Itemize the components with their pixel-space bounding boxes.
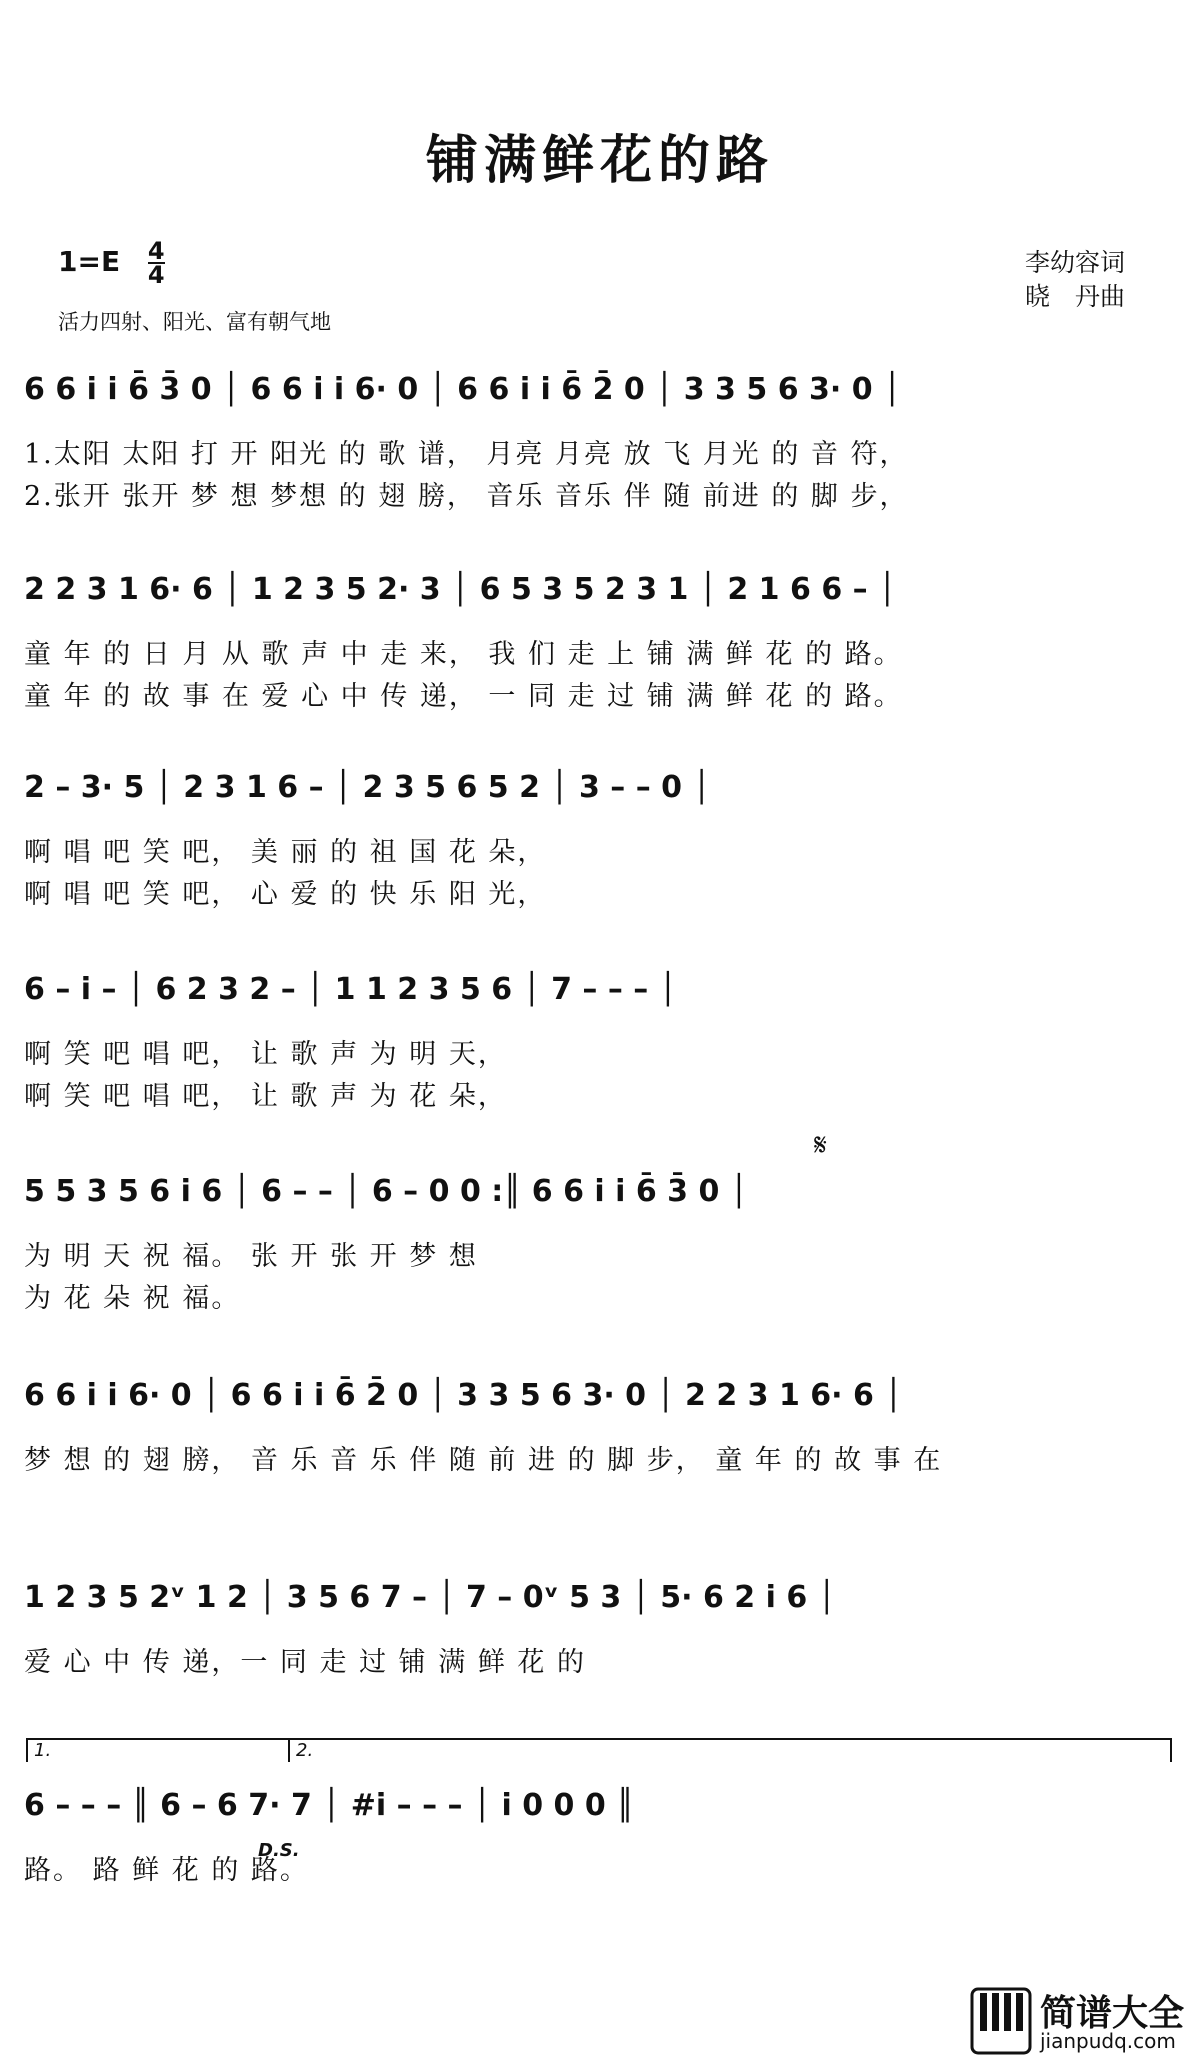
system-row-5 xyxy=(24,1174,1184,1318)
notes-line: 6 6 i i 6· 0 │ 6 6 i i 6̄ 2̄ 0 │ 3 3 5 6 3· 0 │ 2 2 3 1 6· 6 │ xyxy=(24,1378,903,1413)
watermark-url: jianpudq.com xyxy=(1040,2029,1176,2053)
lyric-line-1: 童 年 的 日 月 从 歌 声 中 走 来， 我 们 走 上 铺 满 鲜 花 的 路。 xyxy=(24,639,903,670)
lyric-line-1: 梦 想 的 翅 膀， 音 乐 音 乐 伴 随 前 进 的 脚 步， 童 年 的 故 事 在 xyxy=(24,1445,943,1476)
notes-line: 5 5 3 5 6 i 6 │ 6 – – │ 6 – 0 0 :║ 6 6 i i 6̄ 3̄ 0 │ xyxy=(24,1174,748,1209)
lyric-line-2: 为 花 朵 祝 福。 xyxy=(24,1283,241,1314)
lyricist: 李幼容词 xyxy=(1025,248,1126,277)
key-text: 1=E xyxy=(58,245,121,278)
time-signature xyxy=(147,237,165,289)
lyric-line-2: 啊 唱 吧 笑 吧， 心 爱 的 快 乐 阳 光， xyxy=(24,879,547,910)
time-sig-top: 4 xyxy=(147,237,165,265)
watermark-brand: 简谱大全 xyxy=(1040,1993,1185,2034)
lyric-line-2: 啊 笑 吧 唱 吧， 让 歌 声 为 花 朵， xyxy=(24,1081,507,1112)
time-sig-bottom: 4 xyxy=(147,261,165,289)
lyric-line-1: 为 明 天 祝 福。 张 开 张 开 梦 想 xyxy=(24,1241,478,1272)
lyric-line-1: 爱 心 中 传 递，一 同 走 过 铺 满 鲜 花 的 xyxy=(24,1647,586,1678)
notes-line: 6 – i – │ 6 2 3 2 – │ 1 1 2 3 5 6 │ 7 – – – │ xyxy=(24,972,677,1007)
song-title: 铺满鲜花的路 xyxy=(425,130,774,191)
system-row-6 xyxy=(24,1378,1184,1480)
lyric-line-1: 路。 路 鲜 花 的 路。 xyxy=(24,1855,309,1886)
key-signature xyxy=(58,237,165,289)
system-row-7 xyxy=(24,1580,1184,1682)
lyric-line-1: 1.太阳 太阳 打 开 阳光 的 歌 谱， 月亮 月亮 放 飞 月光 的 音 符， xyxy=(24,439,909,470)
system-row-4 xyxy=(24,972,1184,1116)
segno-mark: 𝄋 xyxy=(814,1128,827,1163)
system-row-3 xyxy=(24,770,1184,914)
system-row-2 xyxy=(24,572,1184,716)
volta-first xyxy=(26,1738,288,1762)
system-row-1 xyxy=(24,372,1184,516)
notes-line: 2 2 3 1 6· 6 │ 1 2 3 5 2· 3 │ 6 5 3 5 2 3 1 │ 2 1 6 6 – │ xyxy=(24,572,897,607)
volta-second-label: 2. xyxy=(296,1740,314,1761)
lyric-line-2: 2.张开 张开 梦 想 梦想 的 翅 膀， 音乐 音乐 伴 随 前进 的 脚 步， xyxy=(24,481,909,512)
notes-line: 1 2 3 5 2ᵛ 1 2 │ 3 5 6 7 – │ 7 – 0ᵛ 5 3 │ 5· 6 2 i 6 │ xyxy=(24,1580,836,1615)
notes-line: 6 – – – ║ 6 – 6 7· 7 │ #i – – – │ i 0 0 0 ║ xyxy=(24,1788,635,1823)
lyric-line-2: 童 年 的 故 事 在 爱 心 中 传 递， 一 同 走 过 铺 满 鲜 花 的 路。 xyxy=(24,681,903,712)
lyric-line-1: 啊 唱 吧 笑 吧， 美 丽 的 祖 国 花 朵， xyxy=(24,837,547,868)
notes-line: 6 6 i i 6̄ 3̄ 0 │ 6 6 i i 6· 0 │ 6 6 i i 6̄ 2̄ 0 │ 3 3 5 6 3· 0 │ xyxy=(24,372,902,407)
piano-keys-icon xyxy=(970,1987,1032,2055)
volta-first-label: 1. xyxy=(34,1740,52,1761)
watermark-logo xyxy=(970,1985,1190,2065)
lyric-line-1: 啊 笑 吧 唱 吧， 让 歌 声 为 明 天， xyxy=(24,1039,507,1070)
notes-line: 2 – 3· 5 │ 2 3 1 6 – │ 2 3 5 6 5 2 │ 3 – – 0 │ xyxy=(24,770,711,805)
credits xyxy=(1025,246,1125,314)
composer: 晓 丹曲 xyxy=(1025,282,1126,311)
ds-mark: D.S. xyxy=(258,1840,300,1861)
system-row-8 xyxy=(24,1788,1184,1890)
volta-second xyxy=(288,1738,1172,1762)
tempo-marking: 活力四射、阳光、富有朝气地 xyxy=(58,310,331,334)
